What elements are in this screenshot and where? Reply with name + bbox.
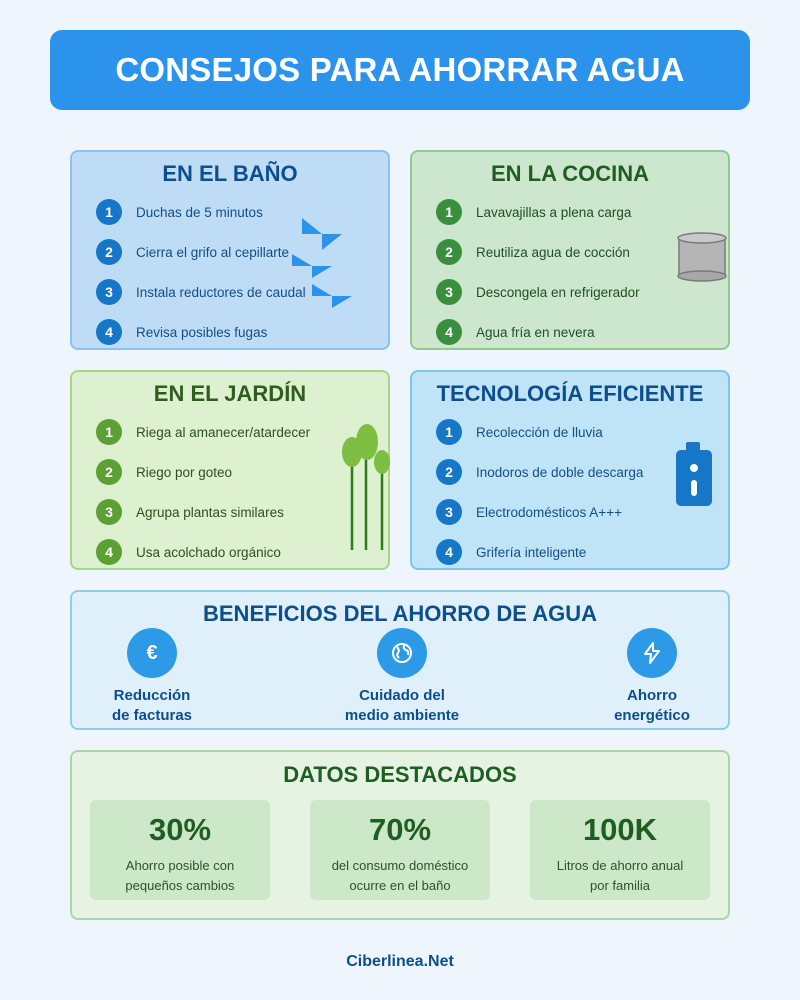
- tip-item: [436, 319, 595, 345]
- tip-item: [96, 499, 284, 525]
- benefit-label-line: de facturas: [111, 707, 193, 724]
- benefit-label-line: Cuidado del: [359, 687, 445, 704]
- tip-number: 2: [436, 459, 462, 485]
- tip-text: Inodoros de doble descarga: [476, 464, 644, 480]
- tip-number: 4: [436, 539, 462, 565]
- stat-description-line: pequeños cambios: [125, 878, 235, 893]
- tip-text: Lavavajillas a plena carga: [476, 204, 632, 220]
- tip-number: 4: [436, 319, 462, 345]
- euro-icon: €: [127, 628, 177, 678]
- card-heading: EN LA COCINA: [490, 161, 650, 186]
- tip-text: Electrodomésticos A+++: [476, 504, 622, 520]
- tip-text: Riega al amanecer/atardecer: [136, 424, 311, 440]
- globe-icon: [377, 628, 427, 678]
- tip-item: [96, 239, 289, 265]
- tip-item: [436, 279, 640, 305]
- card-tecnologia: [410, 370, 730, 570]
- lightning-icon: [627, 628, 677, 678]
- tip-item: [436, 539, 586, 565]
- tip-text: Usa acolchado orgánico: [136, 544, 281, 560]
- tip-number: 4: [96, 539, 122, 565]
- benefit-item: [52, 628, 252, 726]
- benefit-label: [52, 686, 252, 726]
- stat-value: 100K: [582, 812, 658, 847]
- tip-item: [436, 239, 630, 265]
- card-heading: EN EL JARDÍN: [153, 381, 307, 406]
- plants-icon: [338, 420, 392, 556]
- tip-item: [436, 459, 643, 485]
- benefits-heading: BENEFICIOS DEL AHORRO DE AGUA: [203, 601, 597, 626]
- card-heading: TECNOLOGÍA EFICIENTE: [436, 381, 704, 406]
- tip-text: Reutiliza agua de cocción: [476, 244, 630, 260]
- page-title: CONSEJOS PARA AHORRAR AGUA: [115, 51, 685, 88]
- stats-panel: [70, 750, 730, 920]
- tip-item: [96, 419, 310, 445]
- stat-description-line: Ahorro posible con: [125, 858, 235, 873]
- stat-description: [90, 856, 270, 896]
- footer-brand[interactable]: Ciberlinea.Net: [346, 953, 454, 970]
- tip-text: Recolección de lluvia: [476, 424, 603, 440]
- stat-value: 70%: [368, 812, 432, 847]
- tip-number: 3: [436, 279, 462, 305]
- benefits-panel: [70, 590, 730, 730]
- tip-text: Riego por goteo: [136, 464, 233, 480]
- tip-number: 2: [96, 459, 122, 485]
- stat-description-line: Litros de ahorro anual: [556, 858, 684, 873]
- stat-card: [530, 800, 710, 900]
- tip-item: [436, 419, 603, 445]
- card-bano: [70, 150, 390, 350]
- tip-item: [436, 499, 622, 525]
- pot-icon: [674, 230, 730, 286]
- tip-text: Instala reductores de caudal: [136, 284, 306, 300]
- tip-number: 3: [96, 279, 122, 305]
- tip-number: 1: [436, 199, 462, 225]
- card-heading: EN EL BAÑO: [162, 161, 298, 186]
- stat-description-line: por familia: [590, 878, 650, 893]
- tip-number: 3: [436, 499, 462, 525]
- stat-description-line: del consumo doméstico: [331, 858, 469, 873]
- tip-number: 2: [96, 239, 122, 265]
- stat-description: [310, 856, 490, 896]
- header-banner: [50, 30, 750, 110]
- benefit-item: [302, 628, 502, 726]
- tip-text: Revisa posibles fugas: [136, 324, 268, 340]
- tip-item: [96, 279, 306, 305]
- stat-description: [530, 856, 710, 896]
- water-wave-icon: [290, 214, 354, 310]
- tip-text: Descongela en refrigerador: [476, 284, 640, 300]
- card-jardin: [70, 370, 390, 570]
- tip-number: 3: [96, 499, 122, 525]
- tip-text: Cierra el grifo al cepillarte: [136, 244, 290, 260]
- benefit-label: [552, 686, 752, 726]
- benefit-label-line: energético: [614, 707, 690, 724]
- card-cocina: [410, 150, 730, 350]
- stat-value: 30%: [148, 812, 212, 847]
- benefit-item: [552, 628, 752, 726]
- tip-item: [96, 539, 281, 565]
- stats-heading: DATOS DESTACADOS: [283, 762, 517, 787]
- tip-text: Agua fría en nevera: [476, 324, 595, 340]
- tip-number: 1: [436, 419, 462, 445]
- tip-item: [436, 199, 631, 225]
- tip-item: [96, 199, 263, 225]
- stat-card: [310, 800, 490, 900]
- tip-item: [96, 459, 232, 485]
- stat-description-line: ocurre en el baño: [349, 878, 451, 893]
- water-tank-icon: [674, 440, 714, 508]
- stat-card: [90, 800, 270, 900]
- benefit-label: [302, 686, 502, 726]
- tip-number: 1: [96, 199, 122, 225]
- tip-number: 4: [96, 319, 122, 345]
- tip-text: Agrupa plantas similares: [136, 504, 284, 520]
- benefit-label-line: Ahorro: [627, 687, 677, 704]
- tip-text: Grifería inteligente: [476, 544, 587, 560]
- tip-text: Duchas de 5 minutos: [136, 204, 263, 220]
- benefit-label-line: Reducción: [113, 687, 191, 704]
- tip-number: 2: [436, 239, 462, 265]
- tip-item: [96, 319, 267, 345]
- benefit-label-line: medio ambiente: [344, 707, 460, 724]
- tip-number: 1: [96, 419, 122, 445]
